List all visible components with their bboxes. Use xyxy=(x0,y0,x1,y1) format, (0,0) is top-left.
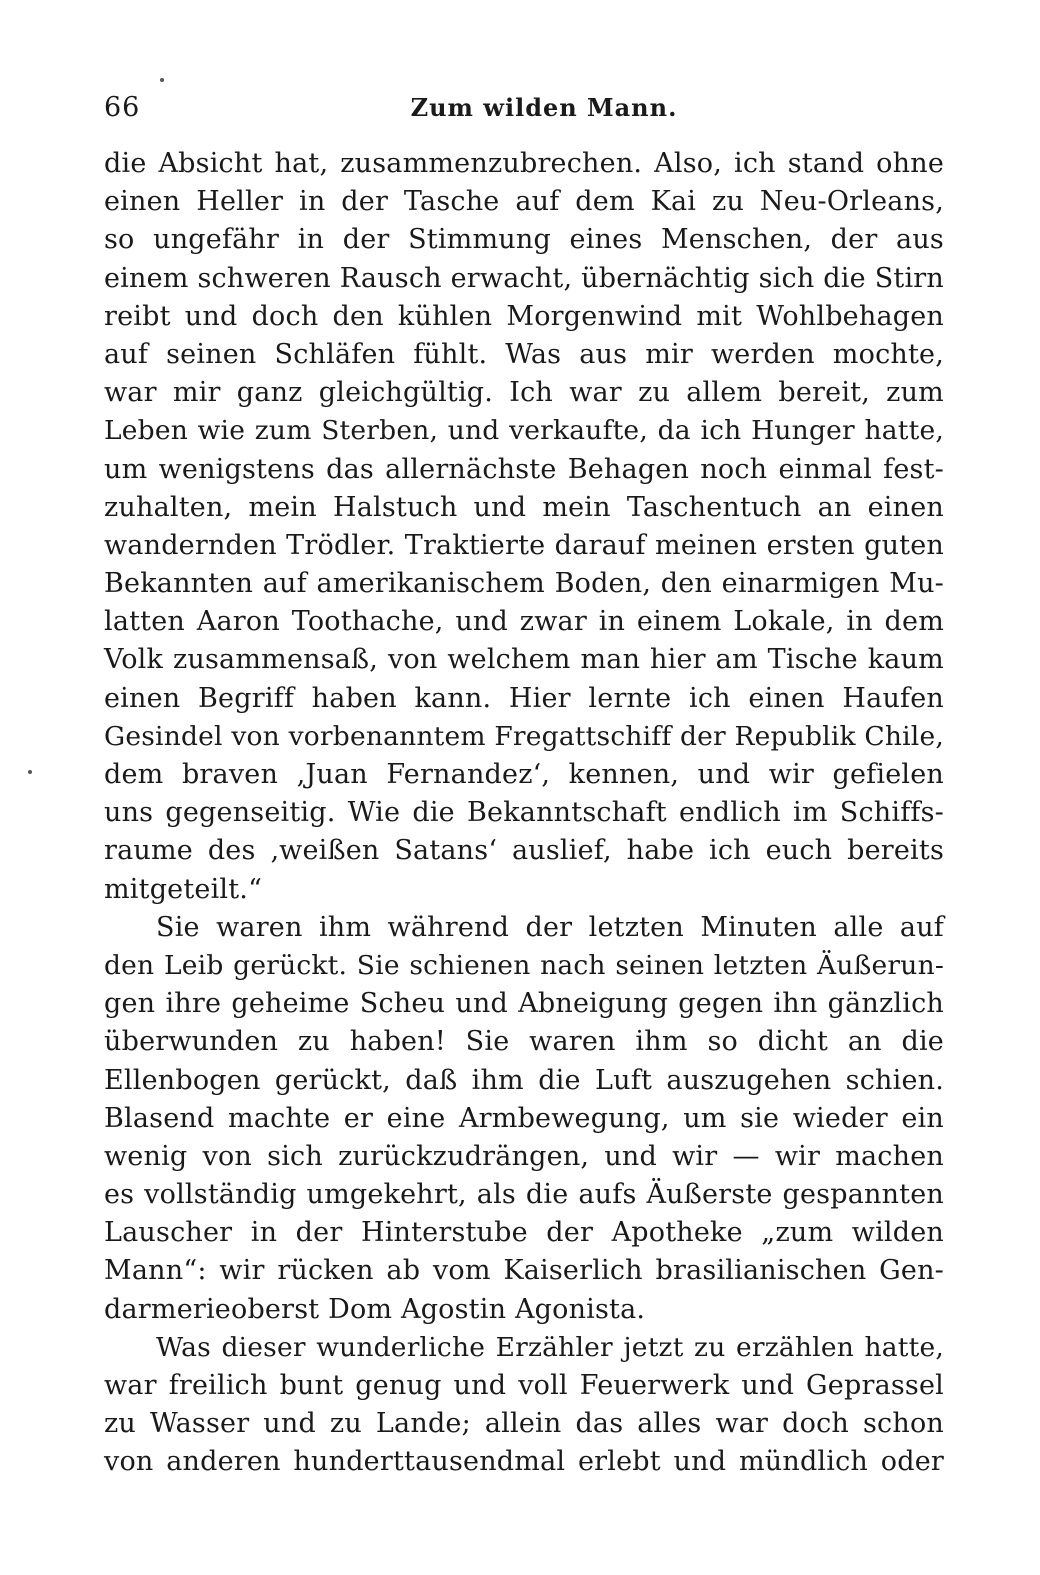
text-line: Ellenbogen gerückt, daß ihm die Luft auszugehen schien. xyxy=(104,1064,944,1096)
text-line: latten Aaron Toothache, und zwar in einem Lokale, in dem xyxy=(104,606,944,638)
text-line: Blasend machte er eine Armbewegung, um sie wieder ein xyxy=(104,1102,944,1134)
text-line: den Leib gerückt. Sie schienen nach seinen letzten Äußerun- xyxy=(104,949,944,981)
text-line: Bekannten auf amerikanischem Boden, den einarmigen Mu- xyxy=(104,568,944,600)
text-line: so ungefähr in der Stimmung eines Menschen, der aus xyxy=(104,224,944,256)
text-line: Was dieser wunderliche Erzähler jetzt zu erzählen hatte, xyxy=(156,1331,944,1363)
text-line: Mann“: wir rücken ab vom Kaiserlich brasilianischen Gen- xyxy=(104,1255,944,1287)
text-line: uns gegenseitig. Wie die Bekanntschaft endlich im Schiffs- xyxy=(104,797,944,829)
text-line: war freilich bunt genug und voll Feuerwerk und Geprassel xyxy=(104,1370,944,1401)
text-line: einen Heller in der Tasche auf dem Kai zu Neu-Orleans, xyxy=(104,186,944,218)
text-line: raume des ‚weißen Satans‘ auslief, habe ich euch bereits xyxy=(104,835,944,867)
text-line: dem braven ‚Juan Fernandez‘, kennen, und wir gefielen xyxy=(104,759,944,790)
page-header xyxy=(104,88,944,132)
print-speck xyxy=(28,770,32,774)
text-line: mitgeteilt.“ xyxy=(104,873,263,905)
text-line: zuhalten, mein Halstuch und mein Taschentuch an einen xyxy=(104,491,944,523)
text-line: Lauscher in der Hinterstube der Apotheke „zum wilden xyxy=(104,1217,944,1249)
print-speck xyxy=(160,78,164,82)
text-line: Volk zusammensaß, von welchem man hier am Tische kaum xyxy=(104,644,944,676)
text-line: die Absicht hat, zusammenzubrechen. Also, ich stand ohne xyxy=(104,148,944,179)
text-line: Leben wie zum Sterben, und verkaufte, da ich Hunger hatte, xyxy=(104,415,944,447)
text-line: war mir ganz gleichgültig. Ich war zu allem bereit, zum xyxy=(104,377,944,409)
text-line: zu Wasser und zu Lande; allein das alles war doch schon xyxy=(104,1408,944,1440)
text-line: wenig von sich zurückzudrängen, und wir — wir machen xyxy=(104,1140,944,1172)
text-line: auf seinen Schläfen fühlt. Was aus mir werden mochte, xyxy=(104,338,944,370)
text-line: von anderen hunderttausendmal erlebt und mündlich oder xyxy=(104,1446,944,1478)
text-line: um wenigstens das allernächste Behagen noch einmal fest- xyxy=(104,453,944,485)
text-line: Sie waren ihm während der letzten Minuten alle auf xyxy=(156,911,944,943)
text-line: es vollständig umgekehrt, als die aufs Äußerste gespannten xyxy=(104,1179,944,1211)
text-line: Gesindel von vorbenanntem Fregattschiff der Republik Chile, xyxy=(104,720,944,752)
text-line: überwunden zu haben! Sie waren ihm so dicht an die xyxy=(104,1026,944,1058)
body-text xyxy=(104,145,944,1482)
page-number: 66 xyxy=(104,92,141,123)
running-title: Zum wilden Mann. xyxy=(410,93,678,122)
text-line: darmerieoberst Dom Agostin Agonista. xyxy=(104,1293,646,1325)
text-line: reibt und doch den kühlen Morgenwind mit Wohlbehagen xyxy=(104,300,944,332)
text-line: einem schweren Rausch erwacht, übernächtig sich die Stirn xyxy=(104,262,944,294)
text-line: einen Begriff haben kann. Hier lernte ich einen Haufen xyxy=(104,682,944,714)
text-line: wandernden Trödler. Traktierte darauf meinen ersten guten xyxy=(104,529,944,561)
text-line: gen ihre geheime Scheu und Abneigung gegen ihn gänzlich xyxy=(104,988,944,1020)
